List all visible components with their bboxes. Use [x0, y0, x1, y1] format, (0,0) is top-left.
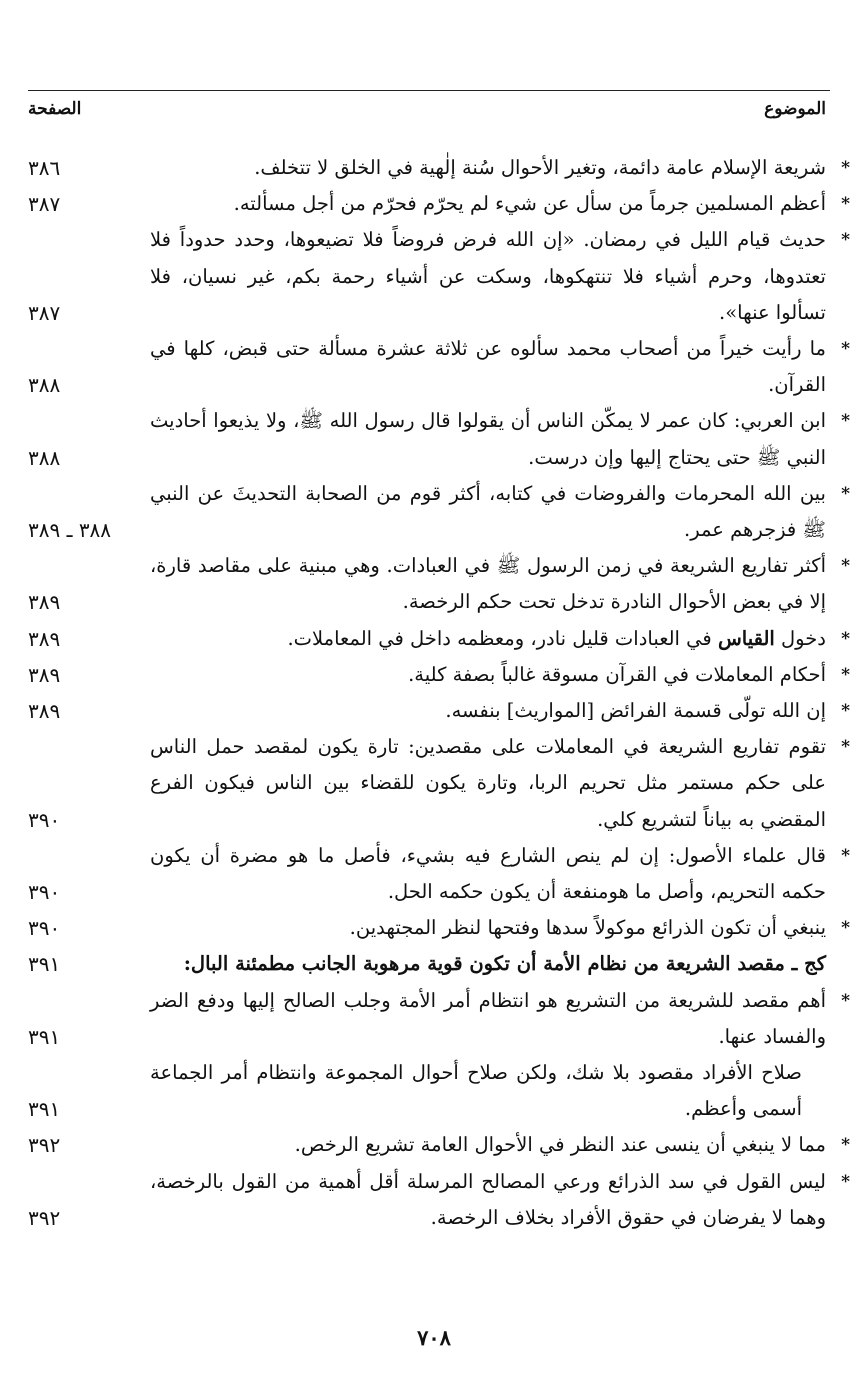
entry-text-content: كج ـ مقصد الشريعة من نظام الأمة أن تكون قوية مرهوبة الجانب مطمئنة البال: — [183, 952, 826, 976]
entry-text — [150, 1127, 850, 1163]
entry-text-content: صلاح الأفراد مقصود بلا شك، ولكن صلاح أحوال المجموعة وانتظام أمر الجماعة أسمى وأعظم. — [150, 1061, 802, 1121]
index-entry — [0, 621, 868, 657]
asterisk-icon: * — [841, 483, 850, 504]
asterisk-icon: * — [841, 737, 850, 758]
entry-text-content: ما رأيت خيراً من أصحاب محمد سألوه عن ثلاثة عشرة مسألة حتى قبض، كلها في القرآن. — [150, 337, 826, 397]
index-entry — [0, 1055, 868, 1127]
asterisk-icon: * — [841, 1171, 850, 1192]
entry-text — [150, 548, 850, 620]
asterisk-icon: * — [841, 194, 850, 215]
entry-text-content: ابن العربي: كان عمر لا يمكّن الناس أن يقولوا قال رسول الله ﷺ، ولا يذيعوا أحاديث النبي ﷺ حتى يحتاج إليها وإن درست. — [150, 409, 826, 469]
asterisk-icon: * — [841, 1135, 850, 1156]
entry-page-number: ٣٨٩ — [28, 626, 61, 651]
entry-page-number: ٣٩١ — [28, 1024, 61, 1049]
entry-text-content: إن الله تولّى قسمة الفرائض [المواريث] بنفسه. — [445, 699, 826, 723]
asterisk-icon: * — [841, 230, 850, 251]
entry-page-number: ٣٨٩ — [28, 590, 61, 615]
asterisk-icon: * — [841, 845, 850, 866]
asterisk-icon: * — [841, 918, 850, 939]
entry-text — [150, 403, 850, 475]
asterisk-icon: * — [841, 701, 850, 722]
index-entry — [0, 548, 868, 620]
index-entries — [0, 150, 868, 1236]
entry-text — [150, 1055, 802, 1127]
entry-text — [150, 838, 850, 910]
header-topic: الموضوع — [764, 99, 826, 119]
entry-text-content: شريعة الإسلام عامة دائمة، وتغير الأحوال سُنة إلٰهية في الخلق لا تتخلف. — [254, 156, 826, 179]
entry-page-number: ٣٩٠ — [28, 880, 61, 905]
entry-text — [150, 693, 850, 729]
entry-text — [150, 222, 850, 331]
entry-page-number: ٣٨٦ — [28, 156, 61, 180]
entry-text — [150, 729, 850, 838]
entry-text-content: أعظم المسلمين جرماً من سأل عن شيء لم يحرّم فحرّم من أجل مسألته. — [233, 192, 826, 216]
entry-text — [150, 983, 850, 1055]
entry-page-number: ٣٩١ — [28, 1097, 61, 1122]
index-entry — [0, 150, 868, 186]
entry-page-number: ٣٩١ — [28, 952, 61, 977]
entry-text — [150, 910, 850, 946]
entry-text-content: أحكام المعاملات في القرآن مسوقة غالباً بصفة كلية. — [408, 662, 826, 686]
index-entry — [0, 693, 868, 729]
entry-text — [150, 476, 850, 548]
entry-text-part: دخول — [774, 626, 826, 650]
asterisk-icon: * — [841, 990, 850, 1011]
index-entry — [0, 910, 868, 946]
entry-text-content: قال علماء الأصول: إن لم ينص الشارع فيه بشيء، فأصل ما هو مضرة أن يكون حكمه التحريم، وأصل ما هومنفعة أن يكون حكمه الحل. — [150, 843, 826, 904]
index-entry — [0, 657, 868, 693]
entry-page-number: ٣٨٨ — [28, 373, 61, 398]
asterisk-icon: * — [841, 339, 850, 360]
entry-page-number: ٣٨٧ — [28, 192, 61, 217]
entry-text — [150, 186, 850, 222]
entry-text-content: ليس القول في سد الذرائع ورعي المصالح المرسلة أقل أهمية من القول بالرخصة، وهما لا يفرضان في حقوق الأفراد بخلاف الرخصة. — [150, 1169, 826, 1229]
entry-page-number: ٣٩٢ — [28, 1205, 61, 1230]
index-entry — [0, 476, 868, 548]
entry-text — [150, 946, 826, 982]
asterisk-icon: * — [841, 411, 850, 432]
entry-text-content: حديث قيام الليل في رمضان. «إن الله فرض فروضاً فلا تضيعوها، وحدد حدوداً فلا تعتدوها، وحرم أشياء فلا تنتهكوها، وسكت عن أشياء رحمة بكم، غير نسيان، فلا تسألوا عنها». — [150, 228, 826, 324]
header-page: الصفحة — [28, 99, 82, 119]
entry-page-number: ٣٩٠ — [28, 807, 61, 832]
index-entry — [0, 186, 868, 222]
index-entry — [0, 403, 868, 475]
entry-text — [150, 621, 850, 657]
entry-text-content: ينبغي أن تكون الذرائع موكولاً سدها وفتحها لنظر المجتهدين. — [349, 916, 826, 940]
asterisk-icon: * — [841, 628, 850, 649]
entry-text-content: أكثر تفاريع الشريعة في زمن الرسول ﷺ في العبادات. وهي مبنية على مقاصد قارة، إلا في بعض الأحوال النادرة تدخل تحت حكم الرخصة. — [150, 554, 826, 614]
entry-page-number: ٣٨٨ ـ ٣٨٩ — [28, 518, 112, 543]
entry-text — [150, 150, 850, 186]
asterisk-icon: * — [841, 556, 850, 577]
entry-text — [150, 1164, 850, 1236]
index-entry — [0, 1164, 868, 1236]
entry-page-number: ٣٩٢ — [28, 1133, 61, 1158]
entry-page-number: ٣٨٨ — [28, 445, 61, 470]
index-entry — [0, 1127, 868, 1163]
header-rule — [28, 90, 830, 91]
asterisk-icon: * — [841, 664, 850, 685]
page-number: ٧٠٨ — [417, 1325, 451, 1350]
section-heading — [0, 946, 868, 982]
entry-page-number: ٣٨٧ — [28, 300, 61, 325]
entry-text-content: تقوم تفاريع الشريعة في المعاملات على مقصدين: تارة يكون لمقصد حمل الناس على حكم مستمر مثل تحريم الربا، وتارة يكون للقضاء بين الناس فيكون الفرع المقضي به بياناً لتشريع كلي. — [150, 735, 826, 831]
index-entry — [0, 331, 868, 403]
entry-text — [150, 657, 850, 693]
entry-text-content: بين الله المحرمات والفروضات في كتابه، أكثر قوم من الصحابة التحديثَ عن النبي ﷺ فزجرهم عمر. — [150, 481, 826, 542]
entry-page-number: ٣٩٠ — [28, 916, 61, 941]
entry-text — [150, 331, 850, 403]
entry-page-number: ٣٨٩ — [28, 662, 61, 687]
entry-text-part: في العبادات قليل نادر، ومعظمه داخل في المعاملات. — [287, 626, 718, 650]
entry-keyword: القياس — [717, 626, 775, 650]
entry-text-content: أهم مقصد للشريعة من التشريع هو انتظام أمر الأمة وجلب الصالح إليها ودفع الضر والفساد عنها. — [150, 988, 826, 1048]
entry-page-number: ٣٨٩ — [28, 699, 61, 724]
index-entry — [0, 222, 868, 331]
index-entry — [0, 838, 868, 910]
index-entry — [0, 983, 868, 1055]
asterisk-icon: * — [841, 158, 850, 178]
index-entry — [0, 729, 868, 838]
entry-text-content: مما لا ينبغي أن ينسى عند النظر في الأحوال العامة تشريع الرخص. — [294, 1133, 826, 1157]
